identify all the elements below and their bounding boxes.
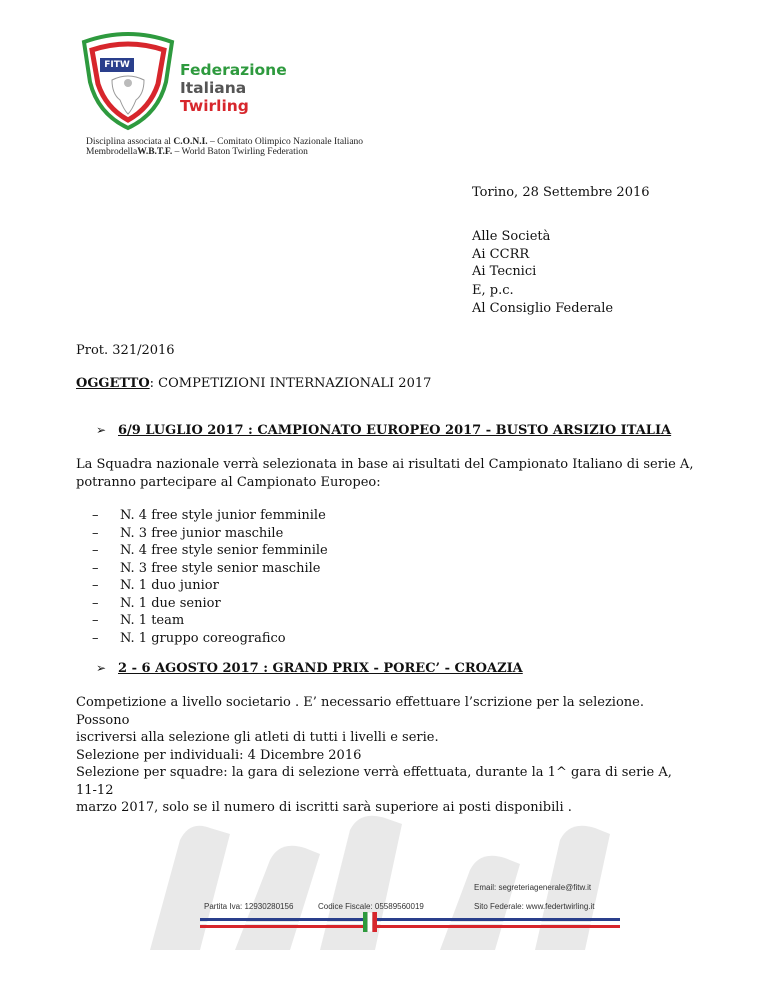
subject-label: OGGETTO (76, 376, 150, 391)
brand-line-1: Federazione (180, 61, 287, 79)
cc-block (472, 282, 613, 317)
recipient: Ai CCRR (472, 246, 530, 262)
footer-partita-iva: Partita Iva: 12930280156 (204, 902, 294, 911)
dash-bullet: – (92, 595, 99, 611)
logo-badge-text: FITW (104, 60, 130, 70)
header-caption-2: MembrodellaW.B.T.F. – World Baton Twirling Federation (86, 147, 308, 157)
subject-line (76, 375, 431, 393)
coni-emblem-icon (363, 912, 377, 932)
list-item: – N. 1 due senior (92, 595, 221, 611)
arrow-bullet-icon: ➢ (96, 661, 107, 675)
footer-email: Email: segreteriagenerale@fitw.it (474, 883, 592, 892)
footer-sito: Sito Federale: www.federtwirling.it (474, 902, 595, 911)
dash-bullet: – (92, 560, 99, 576)
section2-heading (96, 660, 523, 678)
section1-intro: La Squadra nazionale verrà selezionata in base ai risultati del Campionato Italiano di serie A, potranno partecipare al Campionato Europeo: (76, 457, 694, 490)
cc-recipient: Al Consiglio Federale (472, 300, 614, 316)
footer-stripe-white (200, 922, 620, 924)
dash-bullet: – (92, 630, 99, 646)
list-item: – N. 3 free style senior maschile (92, 560, 321, 576)
footer-codice-fiscale: Codice Fiscale: 05589560019 (318, 902, 424, 911)
section1-heading (96, 422, 671, 440)
recipient: Alle Società (472, 229, 551, 244)
section1-list (92, 507, 328, 647)
dash-bullet: – (92, 525, 99, 541)
recipients-block (472, 228, 550, 281)
list-item: – N. 3 free junior maschile (92, 525, 284, 541)
recipient: Ai Tecnici (472, 264, 537, 279)
protocol-number: Prot. 321/2016 (76, 343, 175, 358)
dash-bullet: – (92, 578, 99, 593)
cc-label: E, p.c. (472, 283, 514, 298)
list-item: – N. 1 team (92, 613, 185, 628)
place-date: Torino, 28 Settembre 2016 (472, 185, 650, 200)
list-item: – N. 1 duo junior (92, 578, 219, 593)
fitw-logo (78, 20, 178, 132)
section2-body: Competizione a livello societario . E’ necessario effettuare l’scrizione per la selezione. Possono iscriversi alla selezione gli atleti di tutti i livelli e serie. Selezione per individuali: 4 Dicembre 2016 Selezione per squadre: la gara di selezione verrà effettuata, durante la 1^ gara di serie A, 11-12 marzo 2017, solo se il numero di iscritti sarà superiore ai posti disponibili . (76, 695, 672, 815)
section2-title: 2 - 6 AGOSTO 2017 : GRAND PRIX - POREC’ - CROAZIA (118, 661, 523, 676)
section1-title: 6/9 LUGLIO 2017 : CAMPIONATO EUROPEO 2017 - BUSTO ARSIZIO ITALIA (118, 423, 672, 438)
dash-bullet: – (92, 508, 99, 523)
footer-stripe-blue (200, 918, 620, 921)
footer-stripe-red (200, 925, 620, 928)
header-caption-1: Disciplina associata al C.O.N.I. – Comitato Olimpico Nazionale Italiano (86, 137, 364, 147)
brand-line-2: Italiana (180, 79, 247, 97)
subject-text: : COMPETIZIONI INTERNAZIONALI 2017 (149, 376, 432, 391)
list-item: – N. 4 free style senior femminile (92, 543, 328, 558)
dash-bullet: – (92, 543, 99, 558)
footer-watermark (140, 800, 630, 950)
list-item: – N. 1 gruppo coreografico (92, 630, 286, 646)
list-item: – N. 4 free style junior femminile (92, 508, 326, 523)
dash-bullet: – (92, 613, 99, 628)
arrow-bullet-icon: ➢ (96, 423, 107, 437)
brand-line-3: Twirling (180, 97, 249, 115)
